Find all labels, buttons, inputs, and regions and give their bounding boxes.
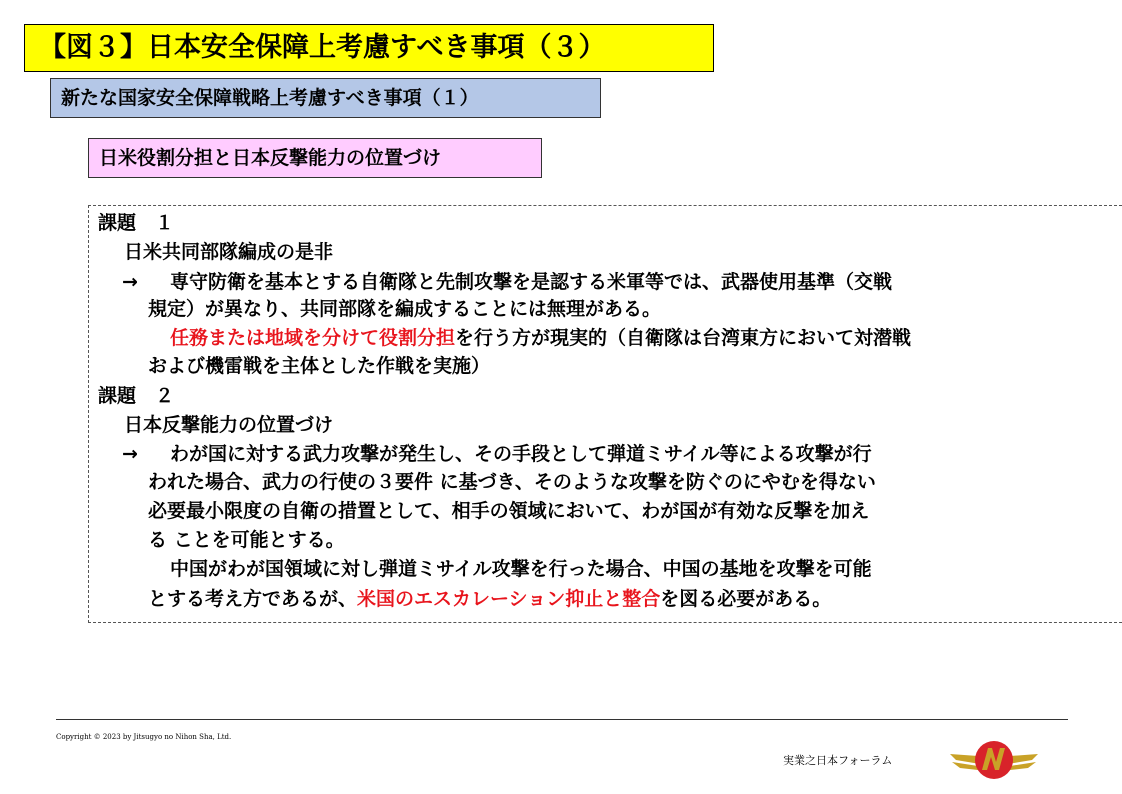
footer-divider xyxy=(56,719,1068,720)
issue2-p1-line3: 必要最小限度の自衛の措置として、相手の領域において、わが国が有効な反撃を加え xyxy=(148,500,870,522)
issue1-p1-line1: 専守防衛を基本とする自衛隊と先制攻撃を是認する米軍等では、武器使用基準（交戦 xyxy=(170,271,893,293)
issue2-p2-line1: 中国がわが国領域に対し弾道ミサイル攻撃を行った場合、中国の基地を攻撃を可能 xyxy=(170,558,872,580)
issue2-p1-line4: る ことを可能とする。 xyxy=(148,529,345,551)
issue2-emphasis: 米国のエスカレーション抑止と整合 xyxy=(357,588,661,610)
jnf-logo-icon xyxy=(948,738,1040,782)
copyright-text: Copyright © 2023 by Jitsugyo no Nihon Sha, Ltd. xyxy=(56,733,232,741)
issue1-subheading: 日米共同部隊編成の是非 xyxy=(124,241,334,263)
issue1-p2-line1 xyxy=(170,326,911,350)
issue2-p2-line2-pre: とする考え方であるが、 xyxy=(148,588,358,610)
issue1-p2-line1-rest: を行う方が現実的（自衛隊は台湾東方において対潜戦 xyxy=(455,327,912,349)
issue1-arrow-icon: → xyxy=(122,271,138,293)
forum-name: 実業之日本フォーラム xyxy=(783,754,893,767)
issue1-emphasis: 任務または地域を分けて役割分担 xyxy=(170,327,456,349)
issue1-p1-line2: 規定）が異なり、共同部隊を編成することには無理がある。 xyxy=(148,298,662,320)
issue2-heading: 課題 ２ xyxy=(98,385,175,407)
section-subtitle: 新たな国家安全保障戦略上考慮すべき事項（１） xyxy=(50,78,601,118)
issue2-p2-line2-post: を図る必要がある。 xyxy=(660,588,832,610)
issue2-arrow-icon: → xyxy=(122,443,138,465)
issue1-p2-line2: および機雷戦を主体とした作戦を実施） xyxy=(148,355,491,377)
issue2-p1-line1: わが国に対する武力攻撃が発生し、その手段として弾道ミサイル等による攻撃が行 xyxy=(170,443,872,465)
issue1-heading: 課題 １ xyxy=(98,212,175,234)
issue2-subheading: 日本反撃能力の位置づけ xyxy=(124,414,334,436)
topic-label: 日米役割分担と日本反撃能力の位置づけ xyxy=(88,138,542,178)
page-title: 【図３】日本安全保障上考慮すべき事項（３） xyxy=(24,24,714,72)
issue2-p2-line2 xyxy=(148,587,831,611)
issue2-p1-line2: われた場合、武力の行使の３要件 に基づき、そのような攻撃を防ぐのにやむを得ない xyxy=(148,471,876,493)
